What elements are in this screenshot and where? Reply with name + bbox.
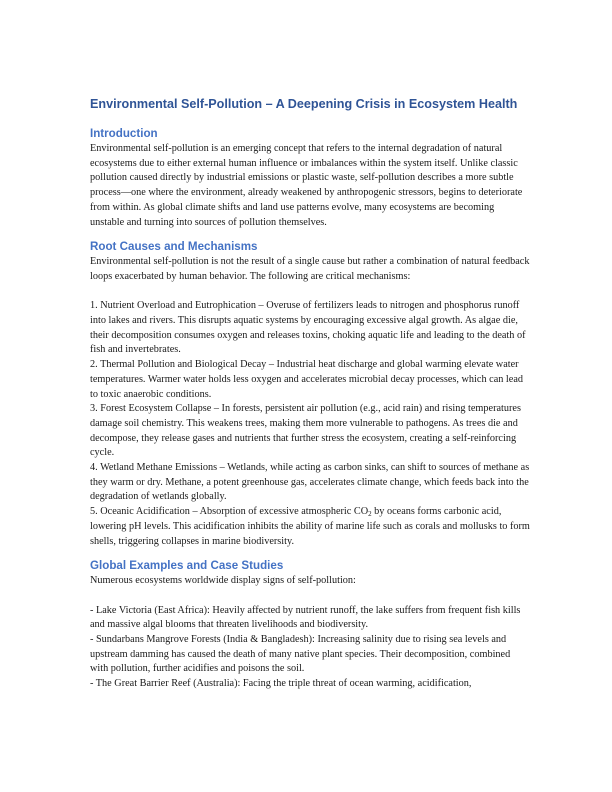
section-heading-introduction: Introduction (90, 127, 158, 140)
section-heading-global-examples: Global Examples and Case Studies (90, 559, 284, 573)
section-introduction (90, 126, 530, 230)
section-global-examples (90, 558, 530, 692)
mechanism-item: 1. Nutrient Overload and Eutrophication – Overuse of fertilizers leads to nitrogen and phosphorus runoff into lakes and rivers. This disrupts aquatic systems by encouraging excessive algal growth. As algae die, their decomposition consumes oxygen and releases toxins, choking aquatic life and leading to the death of fish and invertebrates. (90, 300, 526, 356)
section-heading-root-causes: Root Causes and Mechanisms (90, 240, 258, 254)
paragraph-spacer (90, 589, 530, 604)
paragraph-spacer (90, 285, 530, 300)
document-title: Environmental Self-Pollution – A Deepening Crisis in Ecosystem Health (90, 97, 518, 111)
case-study-item: - The Great Barrier Reef (Australia): Facing the triple threat of ocean warming, acidification, (90, 678, 472, 690)
root-causes-intro: Environmental self-pollution is not the result of a single cause but rather a combination of natural feedback loops exacerbated by human behavior. The following are critical mechanisms: (90, 256, 530, 282)
case-study-item: - Lake Victoria (East Africa): Heavily affected by nutrient runoff, the lake suffers from frequent fish kills and massive algal blooms that threaten livelihoods and biodiversity. (90, 604, 521, 631)
case-study-item: - Sundarbans Mangrove Forests (India & Bangladesh): Increasing salinity due to rising sea levels and upstream damming has caused the death of many native plant species. Their decomposition, combined with pollution, further acidifies and poisons the soil. (90, 634, 511, 675)
mechanism-item: 3. Forest Ecosystem Collapse – In forests, persistent air pollution (e.g., acid rain) and rising temperatures damage soil chemistry. This weakens trees, making them more vulnerable to pathogens. As trees die and decompose, they release gases and nutrients that further stress the ecosystem, creating a self-reinforcing cycle. (90, 403, 521, 459)
mechanism-item-text: by oceans forms carbonic acid, lowering pH levels. This acidification inhibits the ability of marine life such as corals and mollusks to form shells, triggering collapses in marine biodiversity. (90, 506, 530, 547)
section-root-causes (90, 239, 530, 549)
co2-subscript: 2 (368, 510, 372, 519)
mechanism-item-text: 5. Oceanic Acidification – Absorption of excessive atmospheric CO (90, 506, 369, 518)
introduction-paragraph: Environmental self-pollution is an emerging concept that refers to the internal degradation of natural ecosystems due to either external human influence or imbalances within the system itself. Unlike classic pollution caused directly by industrial emissions or plastic waste, self-pollution describes a more subtle process—one where the environment, already weakened by anthropogenic stressors, begins to deteriorate from within. As global climate shifts and land use patterns evolve, many ecosystems are becoming unstable and turning into sources of pollution themselves. (90, 143, 523, 228)
mechanism-item: 4. Wetland Methane Emissions – Wetlands, while acting as carbon sinks, can shift to sources of methane as they warm or dry. Methane, a potent greenhouse gas, accelerates climate change, which feeds back into the degradation of wetlands globally. (90, 462, 530, 503)
document-page (90, 96, 530, 701)
mechanism-item: 2. Thermal Pollution and Biological Decay – Industrial heat discharge and global warming elevate water temperatures. Warmer water holds less oxygen and accelerates microbial decay processes, which can lead to toxic anaerobic conditions. (90, 359, 524, 400)
mechanism-item-ocean-acidification (90, 505, 530, 549)
global-examples-intro: Numerous ecosystems worldwide display signs of self-pollution: (90, 575, 356, 587)
